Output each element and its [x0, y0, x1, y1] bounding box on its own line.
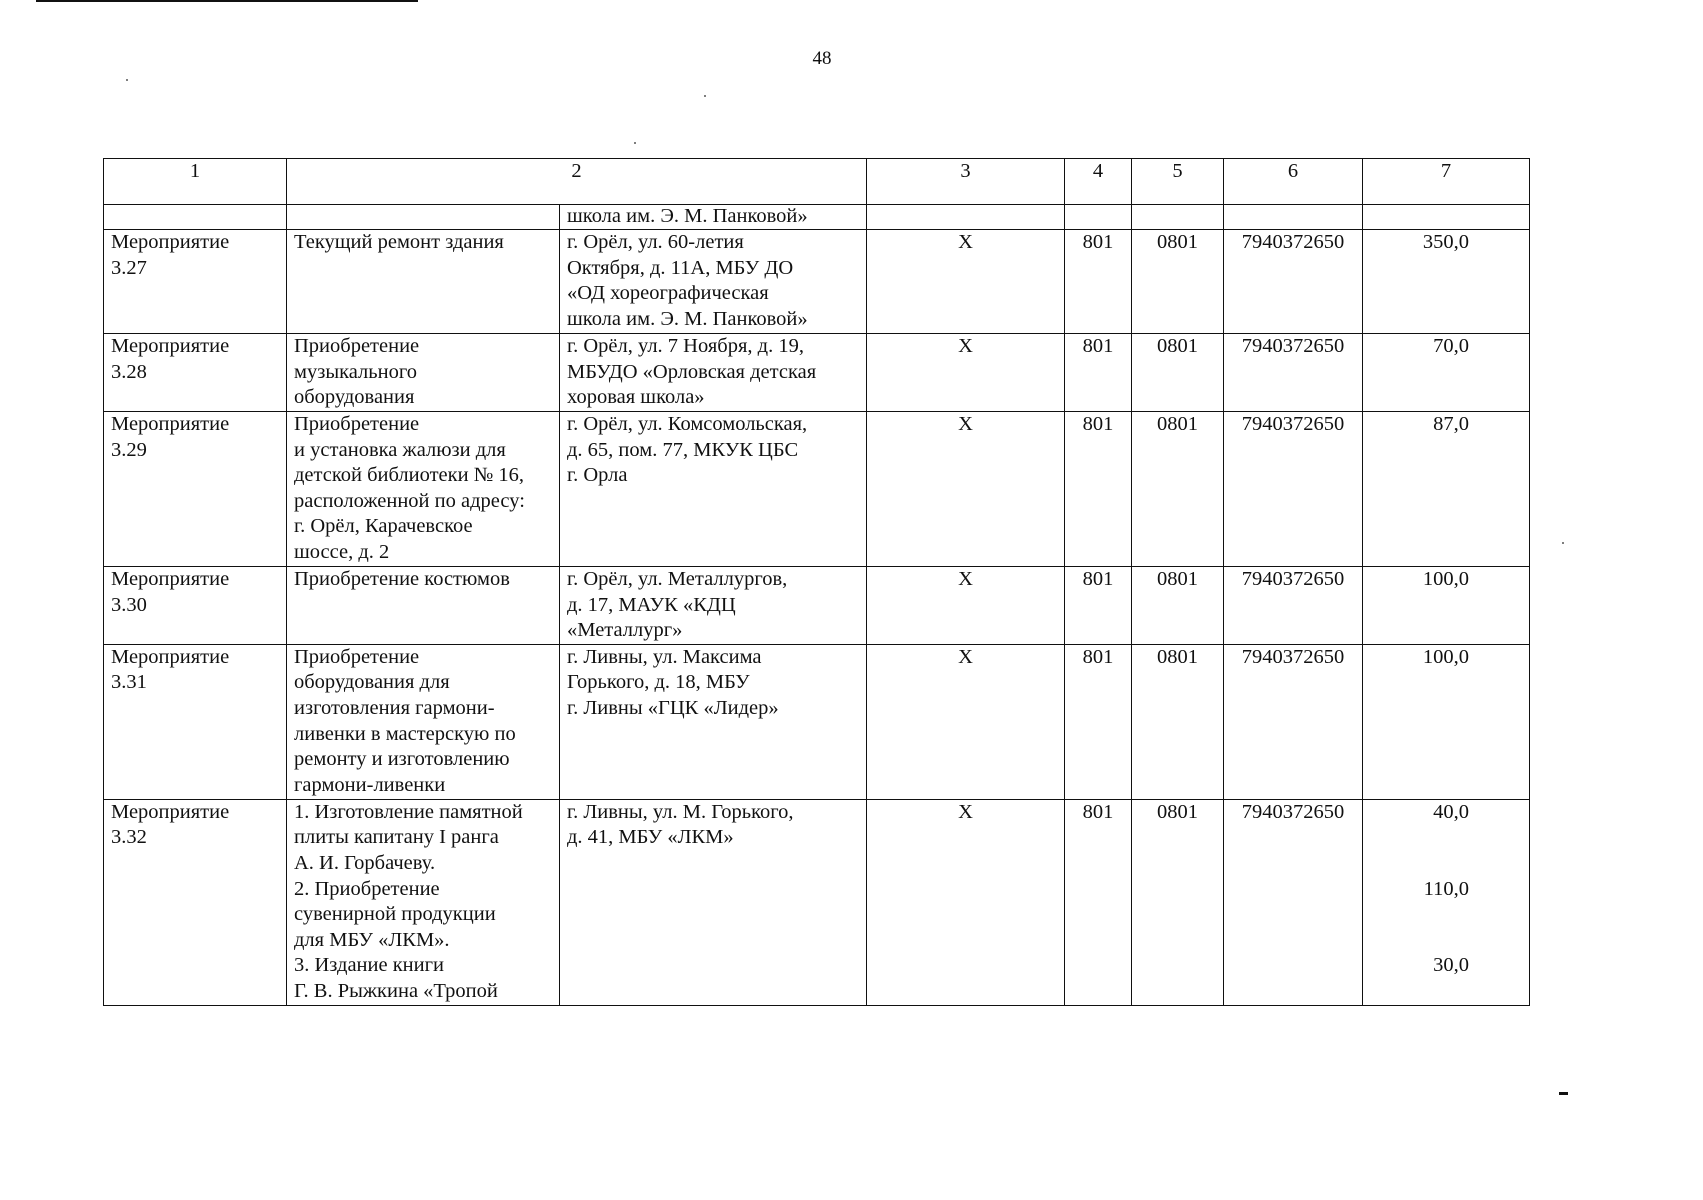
amount-cell	[1363, 230, 1530, 334]
col3-cell: Х	[867, 334, 1065, 412]
header-cell-5: 5	[1132, 159, 1224, 205]
amount-gap	[1370, 851, 1469, 877]
description-cell: Текущий ремонт здания	[287, 230, 560, 334]
description-cell: Приобретение музыкального оборудования	[287, 334, 560, 412]
scan-speck	[1562, 542, 1564, 544]
event-cell: Мероприятие 3.28	[104, 334, 287, 412]
amount-gap	[1370, 928, 1469, 954]
description-cell: Приобретение и установка жалюзи для детской библиотеки № 16, расположенной по адресу: г. Орёл, Карачевское шоссе, д. 2	[287, 412, 560, 567]
amount-value: 30,0	[1433, 954, 1469, 977]
event-cell: Мероприятие 3.29	[104, 412, 287, 567]
event-cell: Мероприятие 3.27	[104, 230, 287, 334]
scan-speck	[126, 79, 128, 81]
header-cell-2: 2	[287, 159, 867, 205]
scan-speck	[634, 142, 636, 144]
continuation-event-cell	[104, 205, 287, 230]
table-row	[104, 230, 1530, 334]
table-row	[104, 334, 1530, 412]
col3-cell: Х	[867, 644, 1065, 799]
description-cell: Приобретение оборудования для изготовления гармони- ливенки в мастерскую по ремонту и изготовлению гармони-ливенки	[287, 644, 560, 799]
continuation-cell	[1065, 205, 1132, 230]
amount-cell	[1363, 567, 1530, 645]
address-cell: г. Орёл, ул. Металлургов, д. 17, МАУК «КДЦ «Металлург»	[560, 567, 867, 645]
table-body	[104, 159, 1530, 1006]
amount-gap	[1370, 902, 1469, 928]
amount-value: 70,0	[1433, 335, 1469, 357]
header-cell-6: 6	[1224, 159, 1363, 205]
top-rule	[36, 0, 418, 2]
amount-cell	[1363, 334, 1530, 412]
continuation-row	[104, 205, 1530, 230]
header-cell-7: 7	[1363, 159, 1530, 205]
col4-cell: 801	[1065, 412, 1132, 567]
event-cell: Мероприятие 3.31	[104, 644, 287, 799]
amount-value: 110,0	[1423, 877, 1469, 900]
amount-cell	[1363, 644, 1530, 799]
address-cell: г. Орёл, ул. 60-летия Октября, д. 11А, МБУ ДО «ОД хореографическая школа им. Э. М. Панковой»	[560, 230, 867, 334]
col3-cell: Х	[867, 412, 1065, 567]
col3-cell: Х	[867, 567, 1065, 645]
amount-cell	[1363, 799, 1530, 1005]
page-number: 48	[812, 48, 832, 69]
table-row	[104, 567, 1530, 645]
continuation-cell	[1224, 205, 1363, 230]
budget-table	[103, 158, 1530, 1006]
col4-cell: 801	[1065, 230, 1132, 334]
amount-cell	[1363, 412, 1530, 567]
col6-cell: 7940372650	[1224, 567, 1363, 645]
col5-cell: 0801	[1132, 644, 1224, 799]
col6-cell: 7940372650	[1224, 334, 1363, 412]
col3-cell: Х	[867, 230, 1065, 334]
continuation-cell	[1132, 205, 1224, 230]
table-row	[104, 644, 1530, 799]
col3-cell: Х	[867, 799, 1065, 1005]
col4-cell: 801	[1065, 334, 1132, 412]
amount-value: 100,0	[1422, 568, 1469, 590]
address-cell: г. Ливны, ул. Максима Горького, д. 18, МБУ г. Ливны «ГЦК «Лидер»	[560, 644, 867, 799]
amount-value: 350,0	[1422, 231, 1469, 253]
continuation-cell	[1363, 205, 1530, 230]
address-cell: г. Орёл, ул. 7 Ноября, д. 19, МБУДО «Орловская детская хоровая школа»	[560, 334, 867, 412]
col5-cell: 0801	[1132, 334, 1224, 412]
description-cell: Приобретение костюмов	[287, 567, 560, 645]
amount-value: 87,0	[1433, 413, 1469, 435]
col6-cell: 7940372650	[1224, 230, 1363, 334]
header-cell-3: 3	[867, 159, 1065, 205]
table-row	[104, 799, 1530, 1005]
continuation-cell	[867, 205, 1065, 230]
scan-speck	[704, 95, 706, 97]
continuation-description-cell	[287, 205, 560, 230]
header-cell-1: 1	[104, 159, 287, 205]
description-cell: 1. Изготовление памятной плиты капитану I ранга А. И. Горбачеву. 2. Приобретение сувенирной продукции для МБУ «ЛКМ». 3. Издание книги Г. В. Рыжкина «Тропой	[287, 799, 560, 1005]
col6-cell: 7940372650	[1224, 644, 1363, 799]
col5-cell: 0801	[1132, 567, 1224, 645]
col4-cell: 801	[1065, 799, 1132, 1005]
col5-cell: 0801	[1132, 799, 1224, 1005]
address-cell: г. Орёл, ул. Комсомольская, д. 65, пом. 77, МКУК ЦБС г. Орла	[560, 412, 867, 567]
col4-cell: 801	[1065, 644, 1132, 799]
col6-cell: 7940372650	[1224, 799, 1363, 1005]
amount-value: 40,0	[1433, 800, 1469, 823]
amount-gap	[1370, 825, 1469, 851]
header-row	[104, 159, 1530, 205]
continuation-address-cell: школа им. Э. М. Панковой»	[560, 205, 867, 230]
col4-cell: 801	[1065, 567, 1132, 645]
edge-mark	[1559, 1092, 1568, 1095]
event-cell: Мероприятие 3.30	[104, 567, 287, 645]
amount-value: 100,0	[1422, 645, 1469, 668]
address-cell: г. Ливны, ул. М. Горького, д. 41, МБУ «ЛКМ»	[560, 799, 867, 1005]
event-cell: Мероприятие 3.32	[104, 799, 287, 1005]
col6-cell: 7940372650	[1224, 412, 1363, 567]
header-cell-4: 4	[1065, 159, 1132, 205]
col5-cell: 0801	[1132, 230, 1224, 334]
col5-cell: 0801	[1132, 412, 1224, 567]
table-row	[104, 412, 1530, 567]
